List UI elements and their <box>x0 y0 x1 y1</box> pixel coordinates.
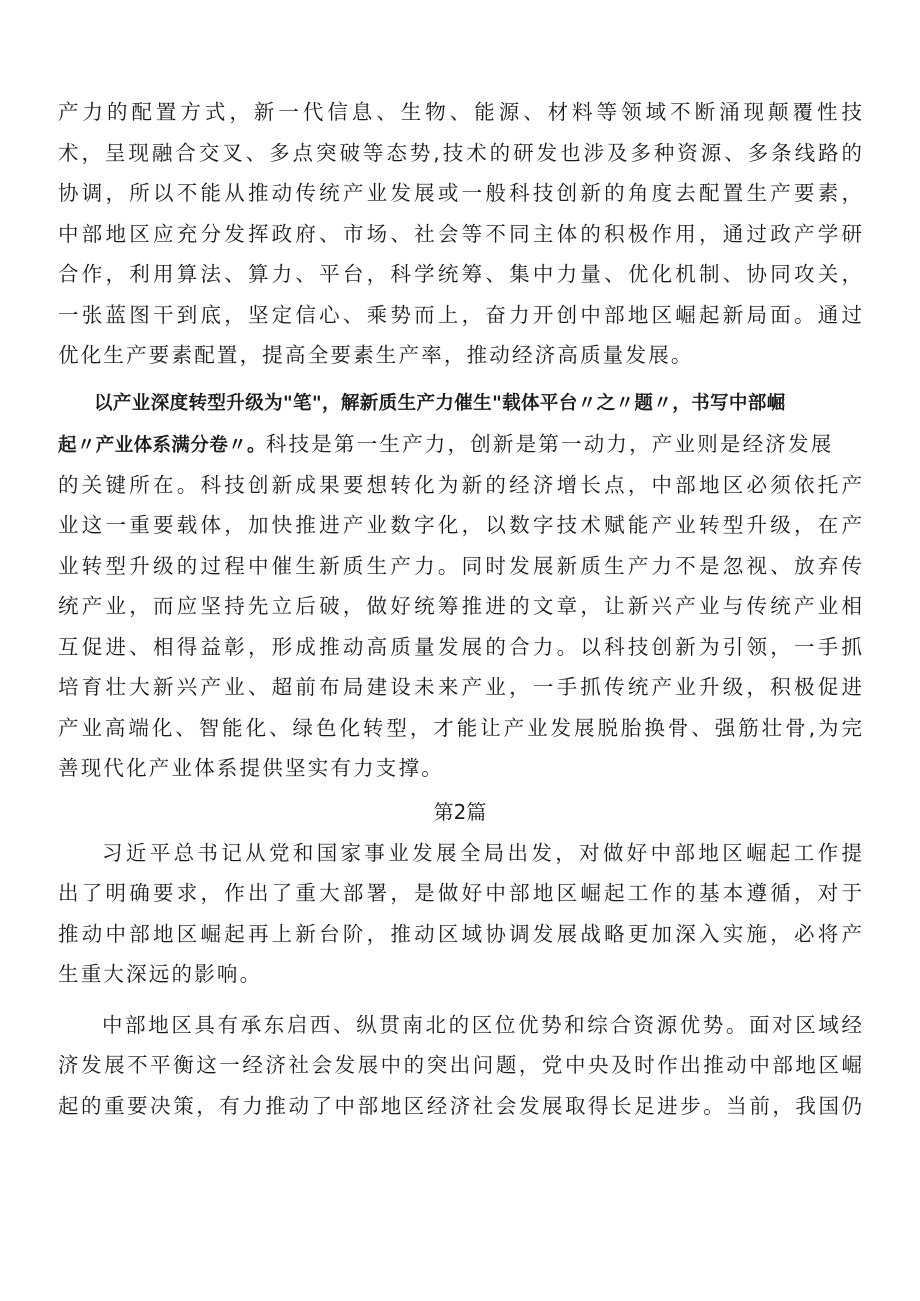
text-line: 济发展不平衡这一经济社会发展中的突出问题，党中央及时作出推动中部地区崛 <box>58 1053 862 1077</box>
text-line: 优化生产要素配置，提高全要素生产率，推动经济高质量发展。 <box>58 343 694 367</box>
text-line <box>58 424 862 465</box>
text-line: 善现代化产业体系提供坚实有力支撑。 <box>58 756 444 780</box>
text-line: 出了明确要求，作出了重大部署，是做好中部地区崛起工作的基本遵循，对于 <box>58 881 862 905</box>
text-line: 产力的配置方式，新一代信息、生物、能源、材料等领域不断涌现颠覆性技 <box>58 100 862 124</box>
text-line: 统产业，而应坚持先立后破，做好统筹推进的文章，让新兴产业与传统产业相 <box>58 594 862 618</box>
text-line: 互促进、相得益彰，形成推动高质量发展的合力。以科技创新为引领，一手抓 <box>58 634 862 659</box>
text-line: 一张蓝图干到底，坚定信心、乘势而上，奋力开创中部地区崛起新局面。通过 <box>58 302 862 327</box>
text-fragment: 科技是第一生产力，创新是第一动力，产业则是经济发展 <box>265 432 834 456</box>
paragraph-central-region <box>58 1005 862 1127</box>
text-line: 中部地区具有承东启西、纵贯南北的区位优势和综合资源优势。面对区域经 <box>102 1012 862 1037</box>
text-line: 习近平总书记从党和国家事业发展全局出发，对做好中部地区崛起工作提 <box>102 840 862 865</box>
text-line: 培育壮大新兴产业、超前布局建设未来产业，一手抓传统产业升级，积极促进 <box>58 675 862 699</box>
bold-lead-sentence-end: 起〃产业体系满分卷〃。 <box>58 435 266 456</box>
text-line: 起的重要决策，有力推动了中部地区经济社会发展取得长足进步。当前，我国仍 <box>58 1093 862 1118</box>
text-line: 的关键所在。科技创新成果要想转化为新的经济增长点，中部地区必须依托产 <box>58 472 862 497</box>
section-heading: 第2篇 <box>433 799 487 824</box>
text-line: 术，呈现融合交叉、多点突破等态势,技术的研发也涉及多种资源、多条线路的 <box>58 140 862 165</box>
text-line: 业这一重要载体，加快推进产业数字化，以数字技术赋能产业转型升级，在产 <box>58 513 862 537</box>
paragraph-production-factors <box>58 92 862 376</box>
text-line: 业转型升级的过程中催生新质生产力。同时发展新质生产力不是忽视、放弃传 <box>58 553 862 578</box>
text-line: 生重大深远的影响。 <box>58 962 263 986</box>
paragraph-gap <box>58 995 862 1005</box>
paragraph-general-secretary <box>58 833 862 995</box>
bold-lead-sentence: 以产业深度转型升级为"笔"，解新质生产力催生"载体平台〃之〃题〃，书写中部崛 <box>94 392 786 414</box>
text-line: 协调，所以不能从推动传统产业发展或一般科技创新的角度去配置生产要素， <box>58 181 862 205</box>
text-line: 合作，利用算法、算力、平台，科学统筹、集中力量、优化机制、协同攻关， <box>58 262 862 286</box>
document-body <box>58 92 862 1126</box>
text-line: 中部地区应充分发挥政府、市场、社会等不同主体的积极作用，通过政产学研 <box>58 221 862 246</box>
paragraph-gap <box>58 376 862 384</box>
paragraph-industry-transformation <box>58 384 862 789</box>
text-line: 产业高端化、智能化、绿色化转型，才能让产业发展脱胎换骨、强筋壮骨,为完 <box>58 715 862 740</box>
text-line: 推动中部地区崛起再上新台阶，推动区域协调发展战略更加深入实施，必将产 <box>58 921 862 946</box>
